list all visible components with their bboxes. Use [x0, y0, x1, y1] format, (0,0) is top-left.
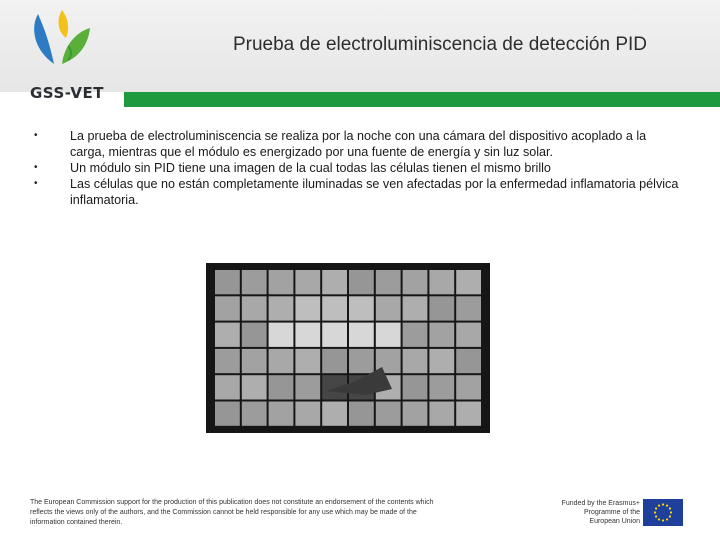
pv-cell: [295, 375, 320, 399]
pv-cell: [456, 349, 481, 373]
bullet-marker: •: [34, 130, 38, 141]
pv-cell: [349, 402, 374, 426]
pv-cell: [242, 323, 267, 347]
el-module-picture: [206, 263, 490, 433]
pv-cell: [322, 296, 347, 320]
logo-text: GSS-VET: [30, 84, 104, 102]
eu-star: [658, 504, 660, 506]
eu-star: [669, 507, 671, 509]
pv-cell: [456, 323, 481, 347]
bullet-marker: •: [34, 178, 38, 189]
eu-star: [666, 504, 668, 506]
gss-vet-logo: [22, 6, 104, 102]
eu-star: [666, 518, 668, 520]
pv-cell: [269, 296, 294, 320]
eu-disclaimer: The European Commission support for the production of this publication does not constitute an endorsement of the contents which reflects the views only of the authors, and the Commission cannot be held responsible for any use which may be made of the information contained therein.: [30, 499, 434, 526]
pv-cell: [322, 349, 347, 373]
pv-cell: [349, 323, 374, 347]
pv-cell: [456, 270, 481, 294]
pv-cell: [242, 270, 267, 294]
pv-cell: [349, 270, 374, 294]
bullet-text: La prueba de electroluminiscencia se realiza por la noche con una cámara del dispositivo acoplado a la carga, mientras que el módulo es energizado por una fuente de energía y sin luz solar.: [70, 129, 647, 159]
pv-cell: [269, 402, 294, 426]
pv-cell: [215, 375, 240, 399]
eu-star: [655, 507, 657, 509]
electroluminescence-image: [206, 263, 490, 433]
eu-star: [658, 518, 660, 520]
pv-cell: [295, 323, 320, 347]
pv-cell: [429, 270, 454, 294]
pv-cell: [269, 323, 294, 347]
pv-cell: [242, 402, 267, 426]
pv-cell: [242, 349, 267, 373]
pv-cell: [349, 296, 374, 320]
pv-cell: [429, 296, 454, 320]
eu-flag-icon: [643, 499, 683, 526]
pv-cell: [269, 349, 294, 373]
page-title: Prueba de electroluminiscencia de detección PID: [232, 34, 647, 55]
bullet-marker: •: [34, 162, 38, 173]
pv-cell: [215, 296, 240, 320]
pv-cell: [349, 349, 374, 373]
pv-cell: [376, 296, 401, 320]
eu-star: [669, 515, 671, 517]
pv-cell: [403, 270, 428, 294]
pv-cell: [215, 323, 240, 347]
pv-cell: [403, 349, 428, 373]
pv-cell: [376, 323, 401, 347]
pv-cell: [322, 402, 347, 426]
pv-cell: [403, 296, 428, 320]
gss-vet-logo-icon: [28, 6, 98, 82]
pv-cell: [322, 323, 347, 347]
pv-cell: [429, 375, 454, 399]
list-item: [30, 128, 680, 160]
pv-cell: [376, 402, 401, 426]
pv-cell: [269, 270, 294, 294]
pv-cell: [429, 349, 454, 373]
list-item: [30, 160, 680, 176]
pv-cell: [215, 402, 240, 426]
eu-star: [654, 511, 656, 513]
pv-cell: [215, 349, 240, 373]
pv-cell: [295, 296, 320, 320]
pv-cell: [242, 296, 267, 320]
bullet-text: Un módulo sin PID tiene una imagen de la cual todas las células tienen el mismo brillo: [70, 161, 551, 175]
pv-cell: [295, 349, 320, 373]
list-item: [30, 176, 680, 208]
bullet-list: [30, 128, 680, 208]
pv-cell: [376, 270, 401, 294]
pv-cell: [456, 296, 481, 320]
pv-cell: [215, 270, 240, 294]
eu-star: [655, 515, 657, 517]
eu-star: [662, 503, 664, 505]
pv-cell: [295, 270, 320, 294]
bullet-text: Las células que no están completamente iluminadas se ven afectadas por la enfermedad inflamatoria pélvica inflamatoria.: [70, 177, 679, 207]
pv-cell: [429, 323, 454, 347]
eu-star: [662, 519, 664, 521]
pv-cell: [456, 402, 481, 426]
pv-cell: [403, 375, 428, 399]
eu-star: [670, 511, 672, 513]
pv-cell: [295, 402, 320, 426]
pv-cell: [456, 375, 481, 399]
pv-cell: [269, 375, 294, 399]
header-accent-bar: [124, 92, 720, 107]
pv-cell: [322, 270, 347, 294]
pv-cell: [242, 375, 267, 399]
eu-funding-label: Funded by the Erasmus+ Programme of the European Union: [561, 500, 640, 525]
pv-cell: [429, 402, 454, 426]
pv-cell: [403, 323, 428, 347]
pv-cell: [403, 402, 428, 426]
